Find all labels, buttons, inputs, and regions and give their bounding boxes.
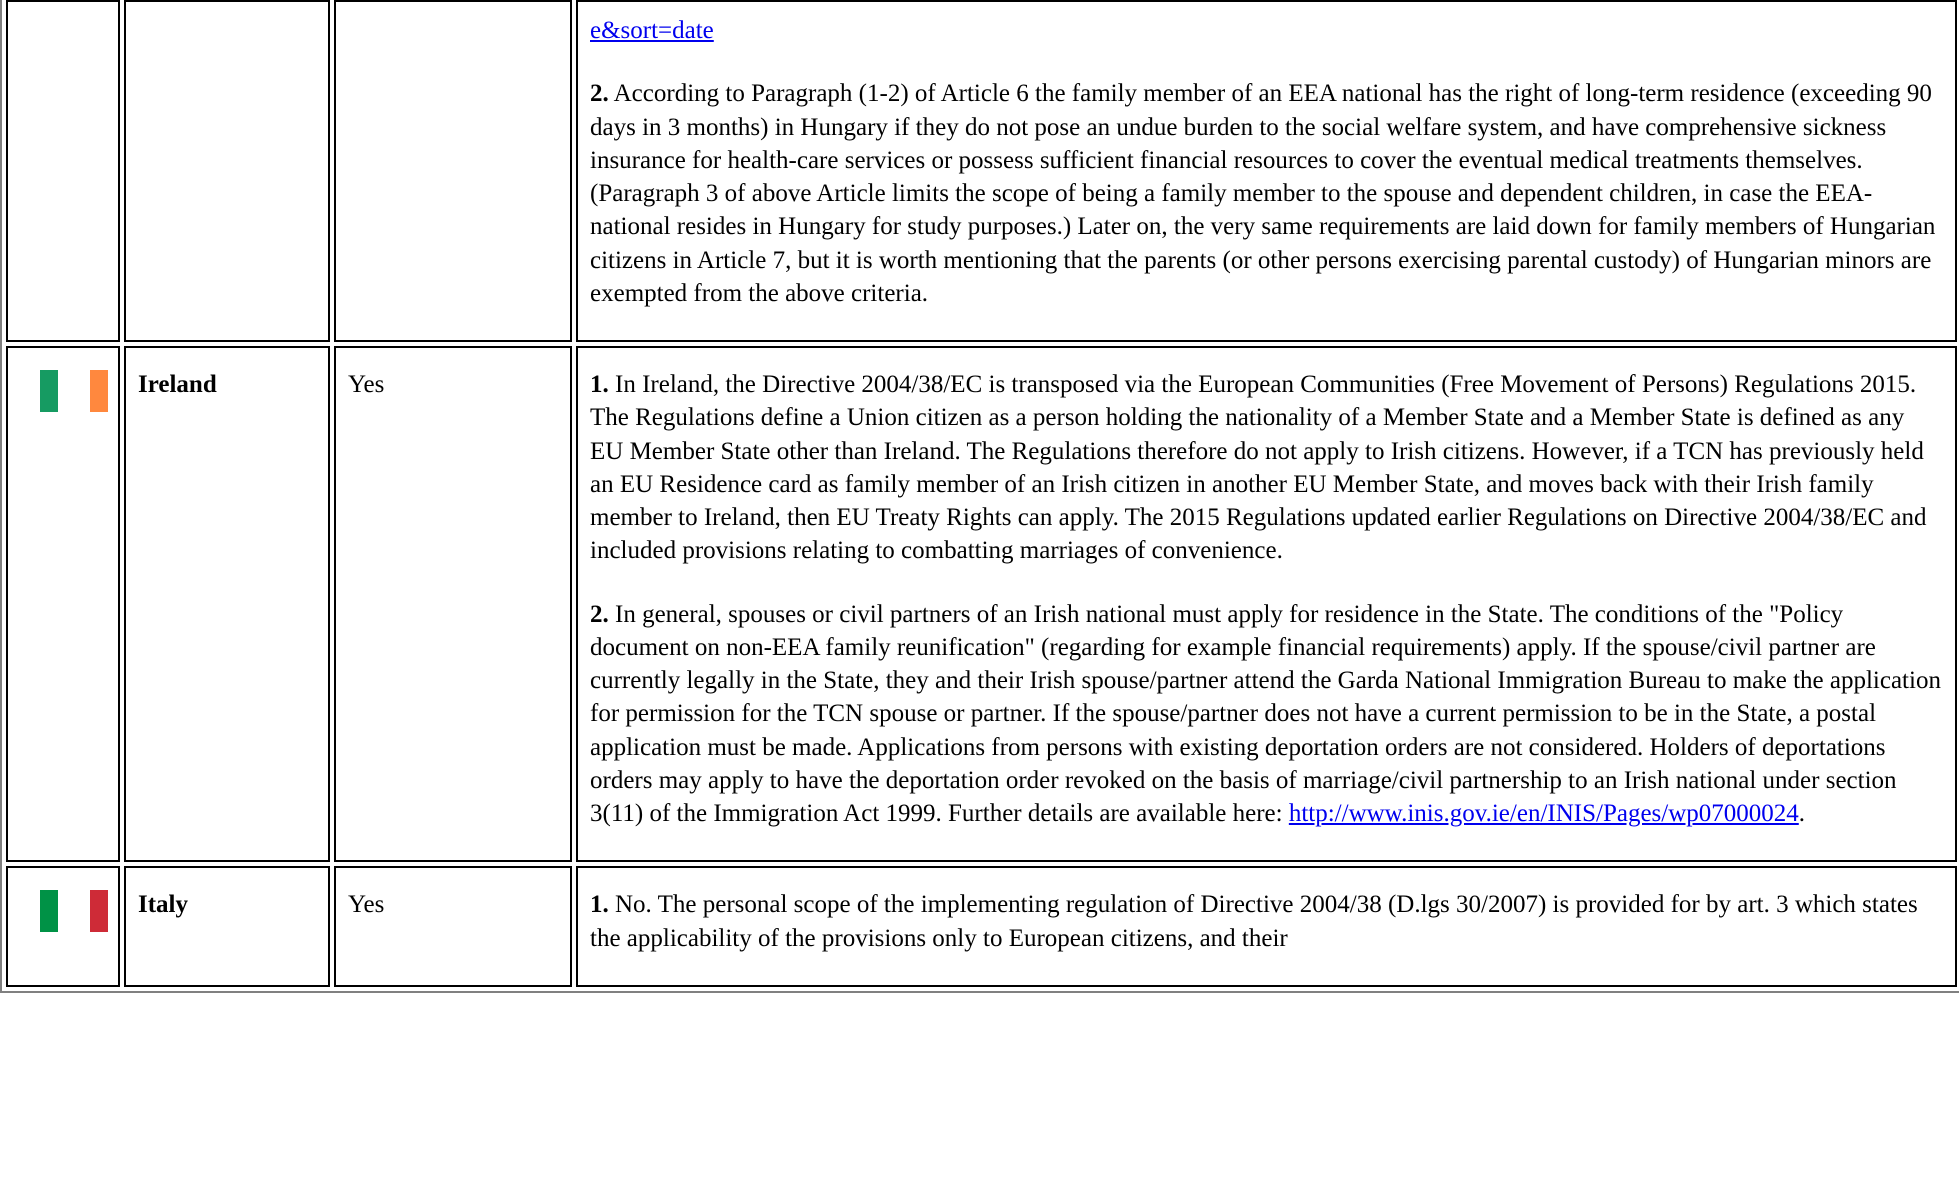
table-row xyxy=(6,346,1957,862)
answer-cell: Yes xyxy=(334,866,572,987)
paragraph-number: 2. xyxy=(590,600,609,628)
paragraph xyxy=(590,14,1943,47)
paragraph xyxy=(590,598,1943,831)
inis-link[interactable]: http://www.inis.gov.ie/en/INIS/Pages/wp07000024 xyxy=(1288,800,1799,827)
country-cell: Italy xyxy=(124,866,330,987)
italy-flag-icon xyxy=(40,890,108,932)
details-cell xyxy=(576,866,1957,987)
details-cell xyxy=(576,0,1957,342)
paragraph-number: 1. xyxy=(590,891,609,919)
paragraph-text: In Ireland, the Directive 2004/38/EC is transposed via the European Communities (Free Movement of Persons) Regulations 2015. The Regulations define a Union citizen as a person holding the nationality of a Member State and a Member State is defined as any EU Member State other than Ireland. The Regulations therefore do not apply to Irish citizens. However, if a TCN has previously held an EU Residence card as family member of an Irish citizen in another EU Member State, and moves back with their Irish family member to Ireland, then EU Treaty Rights can apply. The 2015 Regulations updated earlier Regulations on Directive 2004/38/EC and included provisions relating to combatting marriages of convenience. xyxy=(590,371,1927,565)
flag-cell xyxy=(6,866,120,987)
flag-cell xyxy=(6,0,120,342)
flag-band xyxy=(90,370,108,412)
details-cell xyxy=(576,346,1957,862)
paragraph xyxy=(590,77,1943,310)
ireland-flag-icon xyxy=(40,370,108,412)
paragraph-end: . xyxy=(1798,800,1806,827)
paragraph-text: In general, spouses or civil partners of an Irish national must apply for residence in the State. The conditions of the "Policy document on non-EEA family reunification" (regarding for example financial requirements) apply. If the spouse/civil partner are currently legally in the State, they and their Irish spouse/partner attend the Garda National Immigration Bureau to make the application for permission for the TCN spouse or partner. If the spouse/partner does not have a current permission to be in the State, a postal application must be made. Applications from persons with existing deportation orders are not considered. Holders of deportations orders may apply to have the deportation order revoked on the basis of marriage/civil partnership to an Irish national under section 3(11) of the Immigration Act 1999. Further details are available here: xyxy=(590,600,1941,827)
country-cell xyxy=(124,0,330,342)
table-row xyxy=(6,866,1957,987)
paragraph-number: 2. xyxy=(590,80,609,108)
table-row xyxy=(6,0,1957,342)
paragraph xyxy=(590,368,1943,568)
country-cell: Ireland xyxy=(124,346,330,862)
flag-band xyxy=(40,890,58,932)
flag-band xyxy=(40,370,58,412)
paragraph-text: According to Paragraph (1-2) of Article 6 the family member of an EEA national has the right of long-term residence (exceeding 90 days in 3 months) in Hungary if they do not pose an undue burden to the social welfare system, and have comprehensive sickness insurance for health-care services or possess sufficient financial resources to cover the eventual medical treatments themselves. (Paragraph 3 of above Article limits the scope of being a family member to the spouse and dependent children, in case the EEA-national resides in Hungary for study purposes.) Later on, the very same requirements are laid down for family members of Hungarian citizens in Article 7, but it is worth mentioning that the parents (or other persons exercising parental custody) of Hungarian minors are exempted from the above criteria. xyxy=(590,80,1936,307)
flag-cell xyxy=(6,346,120,862)
answer-cell xyxy=(334,0,572,342)
paragraph-number: 1. xyxy=(590,371,609,398)
source-link[interactable]: e&sort=date xyxy=(590,17,714,44)
paragraph xyxy=(590,888,1943,955)
paragraph-text: No. The personal scope of the implementing regulation of Directive 2004/38 (D.lgs 30/2007) is provided for by art. 3 which states the applicability of the provisions only to European citizens, and their xyxy=(590,891,1918,952)
answer-cell: Yes xyxy=(334,346,572,862)
flag-band xyxy=(90,890,108,932)
